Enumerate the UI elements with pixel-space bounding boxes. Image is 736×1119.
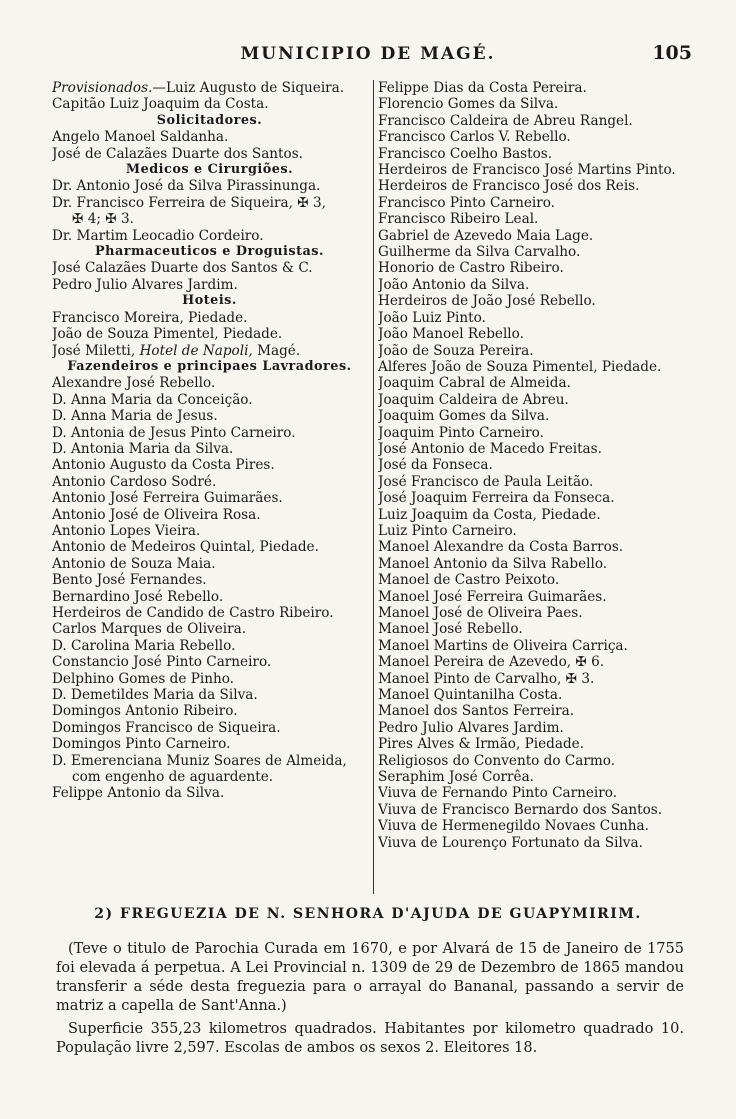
list-item: Herdeiros de Candido de Castro Ribeiro. bbox=[52, 605, 334, 621]
list-item: Antonio de Medeiros Quintal, Piedade. bbox=[52, 539, 319, 556]
list-item: Pedro Julio Alvares Jardim. bbox=[378, 719, 564, 736]
list-item: Luiz Pinto Carneiro. bbox=[378, 522, 517, 539]
section-paragraph-statistics: Superficie 355,23 kilometros quadrados. Habitantes por kilometro quadrado 10. População livre 2,597. Escolas de ambos os sexos 2. Eleitores 18. bbox=[56, 1021, 684, 1056]
page-header-title: MUNICIPIO DE MAGÉ. bbox=[240, 44, 496, 64]
list-item: Francisco Moreira, Piedade. bbox=[52, 309, 248, 326]
hotel-name: Hotel de Napoli, bbox=[139, 342, 253, 359]
list-item-text: Magé. bbox=[252, 342, 301, 359]
list-item: Honorio de Castro Ribeiro. bbox=[378, 260, 564, 277]
list-item: Antonio Cardoso Sodré. bbox=[52, 473, 217, 490]
right-column bbox=[373, 80, 698, 894]
list-item: João de Souza Pimentel, Piedade. bbox=[52, 326, 283, 343]
list-item: Joaquim Gomes da Silva. bbox=[378, 408, 550, 425]
list-item: D. Demetildes Maria da Silva. bbox=[52, 687, 258, 704]
list-item: Herdeiros de Francisco José dos Reis. bbox=[378, 178, 640, 195]
list-item: Luiz Joaquim da Costa, Piedade. bbox=[378, 506, 601, 523]
list-item: Joaquim Caldeira de Abreu. bbox=[378, 391, 569, 408]
section-paragraph-history: (Teve o titulo de Parochia Curada em 1670, e por Alvará de 15 de Janeiro de 1755 foi elevada á perpetua. A Lei Provincial n. 1309 de 29 de Dezembro de 1865 mandou transferir a séde desta freguezia para o arrayal do Bananal, passando a servir de matriz a capella de Sant'Anna.) bbox=[56, 941, 684, 1014]
list-item: Domingos Francisco de Siqueira. bbox=[52, 719, 281, 736]
list-item: Manoel Martins de Oliveira Carriça. bbox=[378, 637, 628, 654]
list-item: Pires Alves & Irmão, Piedade. bbox=[378, 736, 585, 753]
list-item bbox=[52, 343, 367, 359]
list-item: Manoel José Rebello. bbox=[378, 621, 523, 638]
list-item-text: —Luiz Augusto de Siqueira. bbox=[152, 80, 345, 96]
section-title: 2) FREGUEZIA DE N. SENHORA D'AJUDA DE GUAPYMIRIM. bbox=[94, 906, 642, 922]
list-item: Seraphim José Corrêa. bbox=[378, 769, 535, 786]
list-item: José Antonio de Macedo Freitas. bbox=[378, 440, 602, 457]
list-item: Bento José Fernandes. bbox=[52, 572, 207, 589]
list-item: Felippe Antonio da Silva. bbox=[52, 785, 225, 802]
list-item: Manoel de Castro Peixoto. bbox=[378, 572, 560, 589]
list-item: José Calazães Duarte dos Santos & C. bbox=[52, 260, 313, 277]
list-item: Carlos Marques de Oliveira. bbox=[52, 621, 247, 638]
list-item: Joaquim Pinto Carneiro. bbox=[378, 424, 544, 441]
list-item: Herdeiros de João José Rebello. bbox=[378, 293, 596, 310]
section-heading: Fazendeiros e principaes Lavradores. bbox=[67, 358, 352, 374]
list-item: Antonio Augusto da Costa Pires. bbox=[52, 457, 275, 474]
list-item: João Luiz Pinto. bbox=[378, 309, 486, 326]
list-item: Joaquim Cabral de Almeida. bbox=[378, 375, 571, 392]
list-item: Viuva de Fernando Pinto Carneiro. bbox=[378, 785, 618, 802]
list-item: Domingos Antonio Ribeiro. bbox=[52, 703, 238, 720]
list-item: Dr. Francisco Ferreira de Siqueira, ✠ 3, bbox=[52, 194, 326, 211]
list-item: Constancio José Pinto Carneiro. bbox=[52, 654, 272, 671]
list-item: Manoel Quintanilha Costa. bbox=[378, 687, 563, 704]
list-item: Francisco Coelho Bastos. bbox=[378, 145, 553, 162]
list-item: Antonio de Souza Maia. bbox=[52, 555, 216, 572]
list-item: Manoel Pinto de Carvalho, ✠ 3. bbox=[378, 670, 595, 687]
list-item: Guilherme da Silva Carvalho. bbox=[378, 244, 581, 261]
list-item: D. Anna Maria de Jesus. bbox=[52, 408, 218, 425]
list-item: José de Calazães Duarte dos Santos. bbox=[52, 145, 303, 162]
list-item: Felippe Dias da Costa Pereira. bbox=[378, 80, 587, 96]
list-item: Manoel Alexandre da Costa Barros. bbox=[378, 539, 624, 556]
list-item: Francisco Pinto Carneiro. bbox=[378, 194, 555, 211]
list-item: José Joaquim Ferreira da Fonseca. bbox=[378, 490, 615, 507]
list-item: Dr. Martim Leocadio Cordeiro. bbox=[52, 227, 264, 244]
section-heading: Hoteis. bbox=[182, 293, 237, 309]
list-item: Manoel José Ferreira Guimarães. bbox=[378, 588, 607, 605]
list-item: Antonio Lopes Vieira. bbox=[52, 522, 201, 539]
list-item: João Manoel Rebello. bbox=[378, 326, 524, 343]
list-item: Religiosos do Convento do Carmo. bbox=[378, 752, 616, 769]
list-item: Manoel Pereira de Azevedo, ✠ 6. bbox=[378, 654, 605, 671]
section-heading: Pharmaceuticos e Droguistas. bbox=[95, 244, 324, 260]
list-item: D. Carolina Maria Rebello. bbox=[52, 637, 236, 654]
list-item: Domingos Pinto Carneiro. bbox=[52, 736, 231, 753]
list-item: João de Souza Pereira. bbox=[378, 342, 534, 359]
list-item: Francisco Caldeira de Abreu Rangel. bbox=[378, 112, 633, 129]
list-item: Francisco Ribeiro Leal. bbox=[378, 211, 539, 228]
list-item: João Antonio da Silva. bbox=[378, 276, 530, 293]
list-item: Francisco Carlos V. Rebello. bbox=[378, 129, 571, 146]
list-item: D. Emerenciana Muniz Soares de Almeida, bbox=[52, 752, 347, 769]
list-item: Capitão Luiz Joaquim da Costa. bbox=[52, 96, 269, 113]
list-item-continuation: ✠ 4; ✠ 3. bbox=[72, 211, 134, 228]
list-item: Manoel José de Oliveira Paes. bbox=[378, 605, 583, 621]
category-label: Provisionados. bbox=[52, 80, 153, 96]
list-item: Viuva de Lourenço Fortunato da Silva. bbox=[378, 834, 643, 851]
list-item: Bernardino José Rebello. bbox=[52, 588, 224, 605]
section-heading: Medicos e Cirurgiões. bbox=[125, 162, 294, 178]
list-item: D. Anna Maria da Conceição. bbox=[52, 391, 253, 408]
list-item: José Francisco de Paula Leitão. bbox=[378, 473, 594, 490]
list-item: Antonio José de Oliveira Rosa. bbox=[52, 506, 261, 523]
list-item: José da Fonseca. bbox=[378, 457, 493, 474]
list-item: Angelo Manoel Saldanha. bbox=[52, 129, 229, 146]
list-item: Dr. Antonio José da Silva Pirassinunga. bbox=[52, 178, 321, 195]
left-column bbox=[52, 80, 367, 802]
list-item: D. Antonia de Jesus Pinto Carneiro. bbox=[52, 424, 296, 441]
list-item: Manoel dos Santos Ferreira. bbox=[378, 703, 575, 720]
list-item: Viuva de Hermenegildo Novaes Cunha. bbox=[378, 818, 649, 835]
list-item: Gabriel de Azevedo Maia Lage. bbox=[378, 227, 594, 244]
list-item: Alferes João de Souza Pimentel, Piedade. bbox=[378, 358, 662, 375]
list-item: Delphino Gomes de Pinho. bbox=[52, 670, 234, 687]
list-item: Viuva de Francisco Bernardo dos Santos. bbox=[378, 801, 663, 818]
list-item: Pedro Julio Alvares Jardim. bbox=[52, 276, 238, 293]
list-item: Florencio Gomes da Silva. bbox=[378, 96, 559, 113]
list-item-continuation: com engenho de aguardente. bbox=[72, 769, 274, 786]
list-item: Herdeiros de Francisco José Martins Pinto. bbox=[378, 162, 676, 179]
list-item: Alexandre José Rebello. bbox=[52, 375, 216, 392]
list-item bbox=[52, 80, 367, 96]
list-item: D. Antonia Maria da Silva. bbox=[52, 440, 234, 457]
section-heading: Solicitadores. bbox=[156, 112, 263, 128]
list-item-text: José Miletti, bbox=[52, 342, 140, 359]
list-item: Antonio José Ferreira Guimarães. bbox=[52, 490, 283, 507]
list-item: Manoel Antonio da Silva Rabello. bbox=[378, 555, 608, 572]
page-number: 105 bbox=[652, 42, 692, 64]
